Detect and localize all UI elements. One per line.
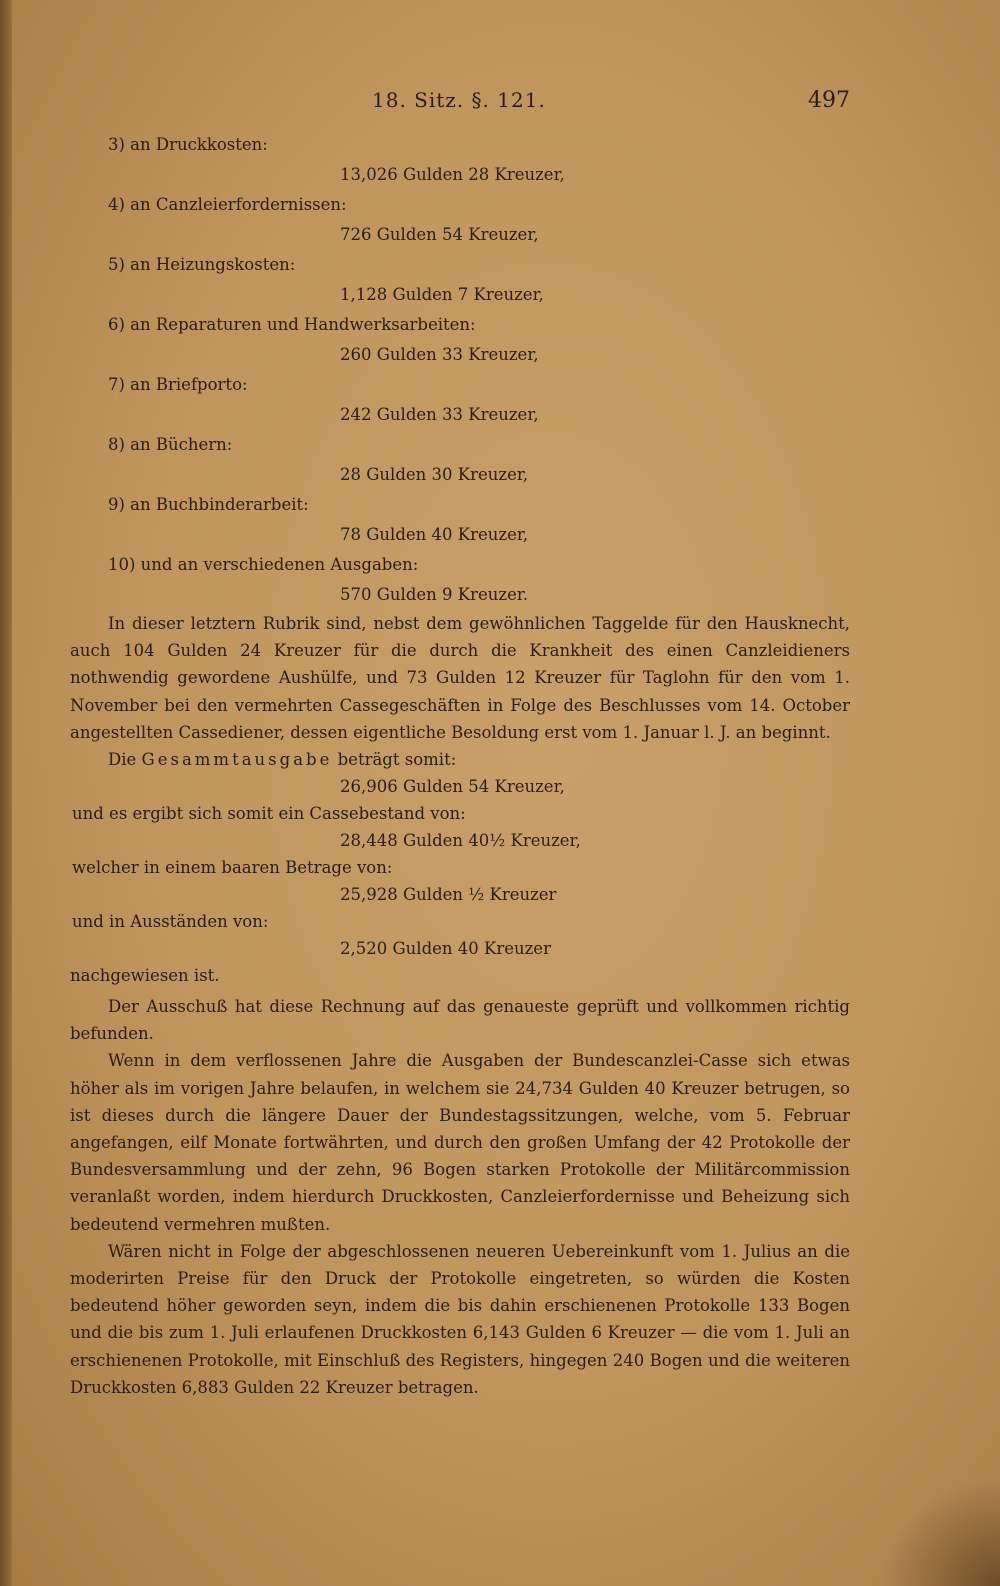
expense-amount: 28 Gulden 30 Kreuzer,	[340, 465, 529, 484]
balance-amount: 28,448 Gulden 40½ Kreuzer,	[340, 831, 581, 851]
expense-amount: 242 Gulden 33 Kreuzer,	[340, 405, 539, 424]
page-text	[70, 130, 850, 1401]
expense-amount: 13,026 Gulden 28 Kreuzer,	[340, 165, 565, 184]
closing-line: nachgewiesen ist.	[70, 966, 220, 986]
total-expenditure-line	[70, 746, 850, 773]
page-number: 497	[808, 88, 850, 113]
expense-amount: 260 Gulden 33 Kreuzer,	[340, 345, 539, 364]
body-paragraph: Wenn in dem verflossenen Jahre die Ausgaben der Bundescanzlei-Casse sich etwas höher als im vorigen Jahre belaufen, in welchem sie 24,734 Gulden 40 Kreuzer betrugen, so ist dieses durch die längere Dauer der Bundestagssitzungen, welche, vom 5. Februar angefangen, eilf Monate fortwährten, und durch den großen Umfang der 42 Protokolle der Bundesversammlung und der zehn, 96 Bogen starken Protokolle der Militärcommission veranlaßt worden, indem hierdurch Druckkosten, Canzleierfordernisse und Beheizung sich bedeutend vermehren mußten.	[70, 1051, 850, 1234]
expense-label: 7) an Briefporto:	[108, 375, 248, 394]
body-paragraph: In dieser letztern Rubrik sind, nebst dem gewöhnlichen Taggelde für den Hausknecht, auch 104 Gulden 24 Kreuzer für die durch die Krankheit des einen Canzleidieners nothwendig gewordene Aushülfe, und 73 Gulden 12 Kreuzer für Taglohn für den vom 1. November bei den vermehrten Cassegeschäften in Folge des Beschlusses vom 14. October angestellten Cassediener, dessen eigentliche Besoldung erst vom 1. Januar l. J. an beginnt.	[70, 614, 850, 742]
total-amount: 26,906 Gulden 54 Kreuzer,	[340, 777, 565, 797]
cash-amount: 25,928 Gulden ½ Kreuzer	[340, 885, 557, 905]
running-head	[0, 88, 1000, 118]
expense-amount: 78 Gulden 40 Kreuzer,	[340, 525, 529, 544]
balance-label: und es ergibt sich somit ein Cassebestand von:	[72, 804, 466, 824]
arrears-amount: 2,520 Gulden 40 Kreuzer	[340, 939, 551, 959]
expense-amount: 1,128 Gulden 7 Kreuzer,	[340, 285, 544, 304]
expense-amount: 726 Gulden 54 Kreuzer,	[340, 225, 539, 244]
expense-label: 6) an Reparaturen und Handwerksarbeiten:	[108, 315, 476, 334]
running-title: 18. Sitz. §. 121.	[372, 88, 546, 112]
expense-label: 4) an Canzleierfordernissen:	[108, 195, 347, 214]
book-gutter	[0, 0, 12, 1586]
total-term: Gesammtausgabe	[141, 750, 333, 770]
expense-label: 10) und an verschiedenen Ausgaben:	[108, 555, 419, 574]
total-suffix: beträgt somit:	[337, 750, 457, 770]
cash-label: welcher in einem baaren Betrage von:	[72, 858, 393, 878]
expense-label: 8) an Büchern:	[108, 435, 233, 454]
page-corner-shadow	[880, 1476, 1000, 1586]
expense-label: 9) an Buchbinderarbeit:	[108, 495, 309, 514]
expense-amount: 570 Gulden 9 Kreuzer.	[340, 585, 529, 604]
arrears-label: und in Ausständen von:	[72, 912, 269, 932]
body-paragraph: Der Ausschuß hat diese Rechnung auf das genaueste geprüft und vollkommen richtig befunden.	[70, 997, 850, 1044]
body-paragraph: Wären nicht in Folge der abgeschlossenen neueren Uebereinkunft vom 1. Julius an die moderirten Preise für den Druck der Protokolle eingetreten, so würden die Kosten bedeutend höher geworden seyn, indem die bis dahin erschienenen Protokolle 133 Bogen und die bis zum 1. Juli erlaufenen Druckkosten 6,143 Gulden 6 Kreuzer — die vom 1. Juli an erschienenen Protokolle, mit Einschluß des Registers, hingegen 240 Bogen und die weiteren Druckkosten 6,883 Gulden 22 Kreuzer betragen.	[70, 1241, 850, 1397]
total-prefix: Die	[108, 750, 137, 770]
expense-label: 3) an Druckkosten:	[108, 135, 268, 154]
expense-label: 5) an Heizungskosten:	[108, 255, 296, 274]
